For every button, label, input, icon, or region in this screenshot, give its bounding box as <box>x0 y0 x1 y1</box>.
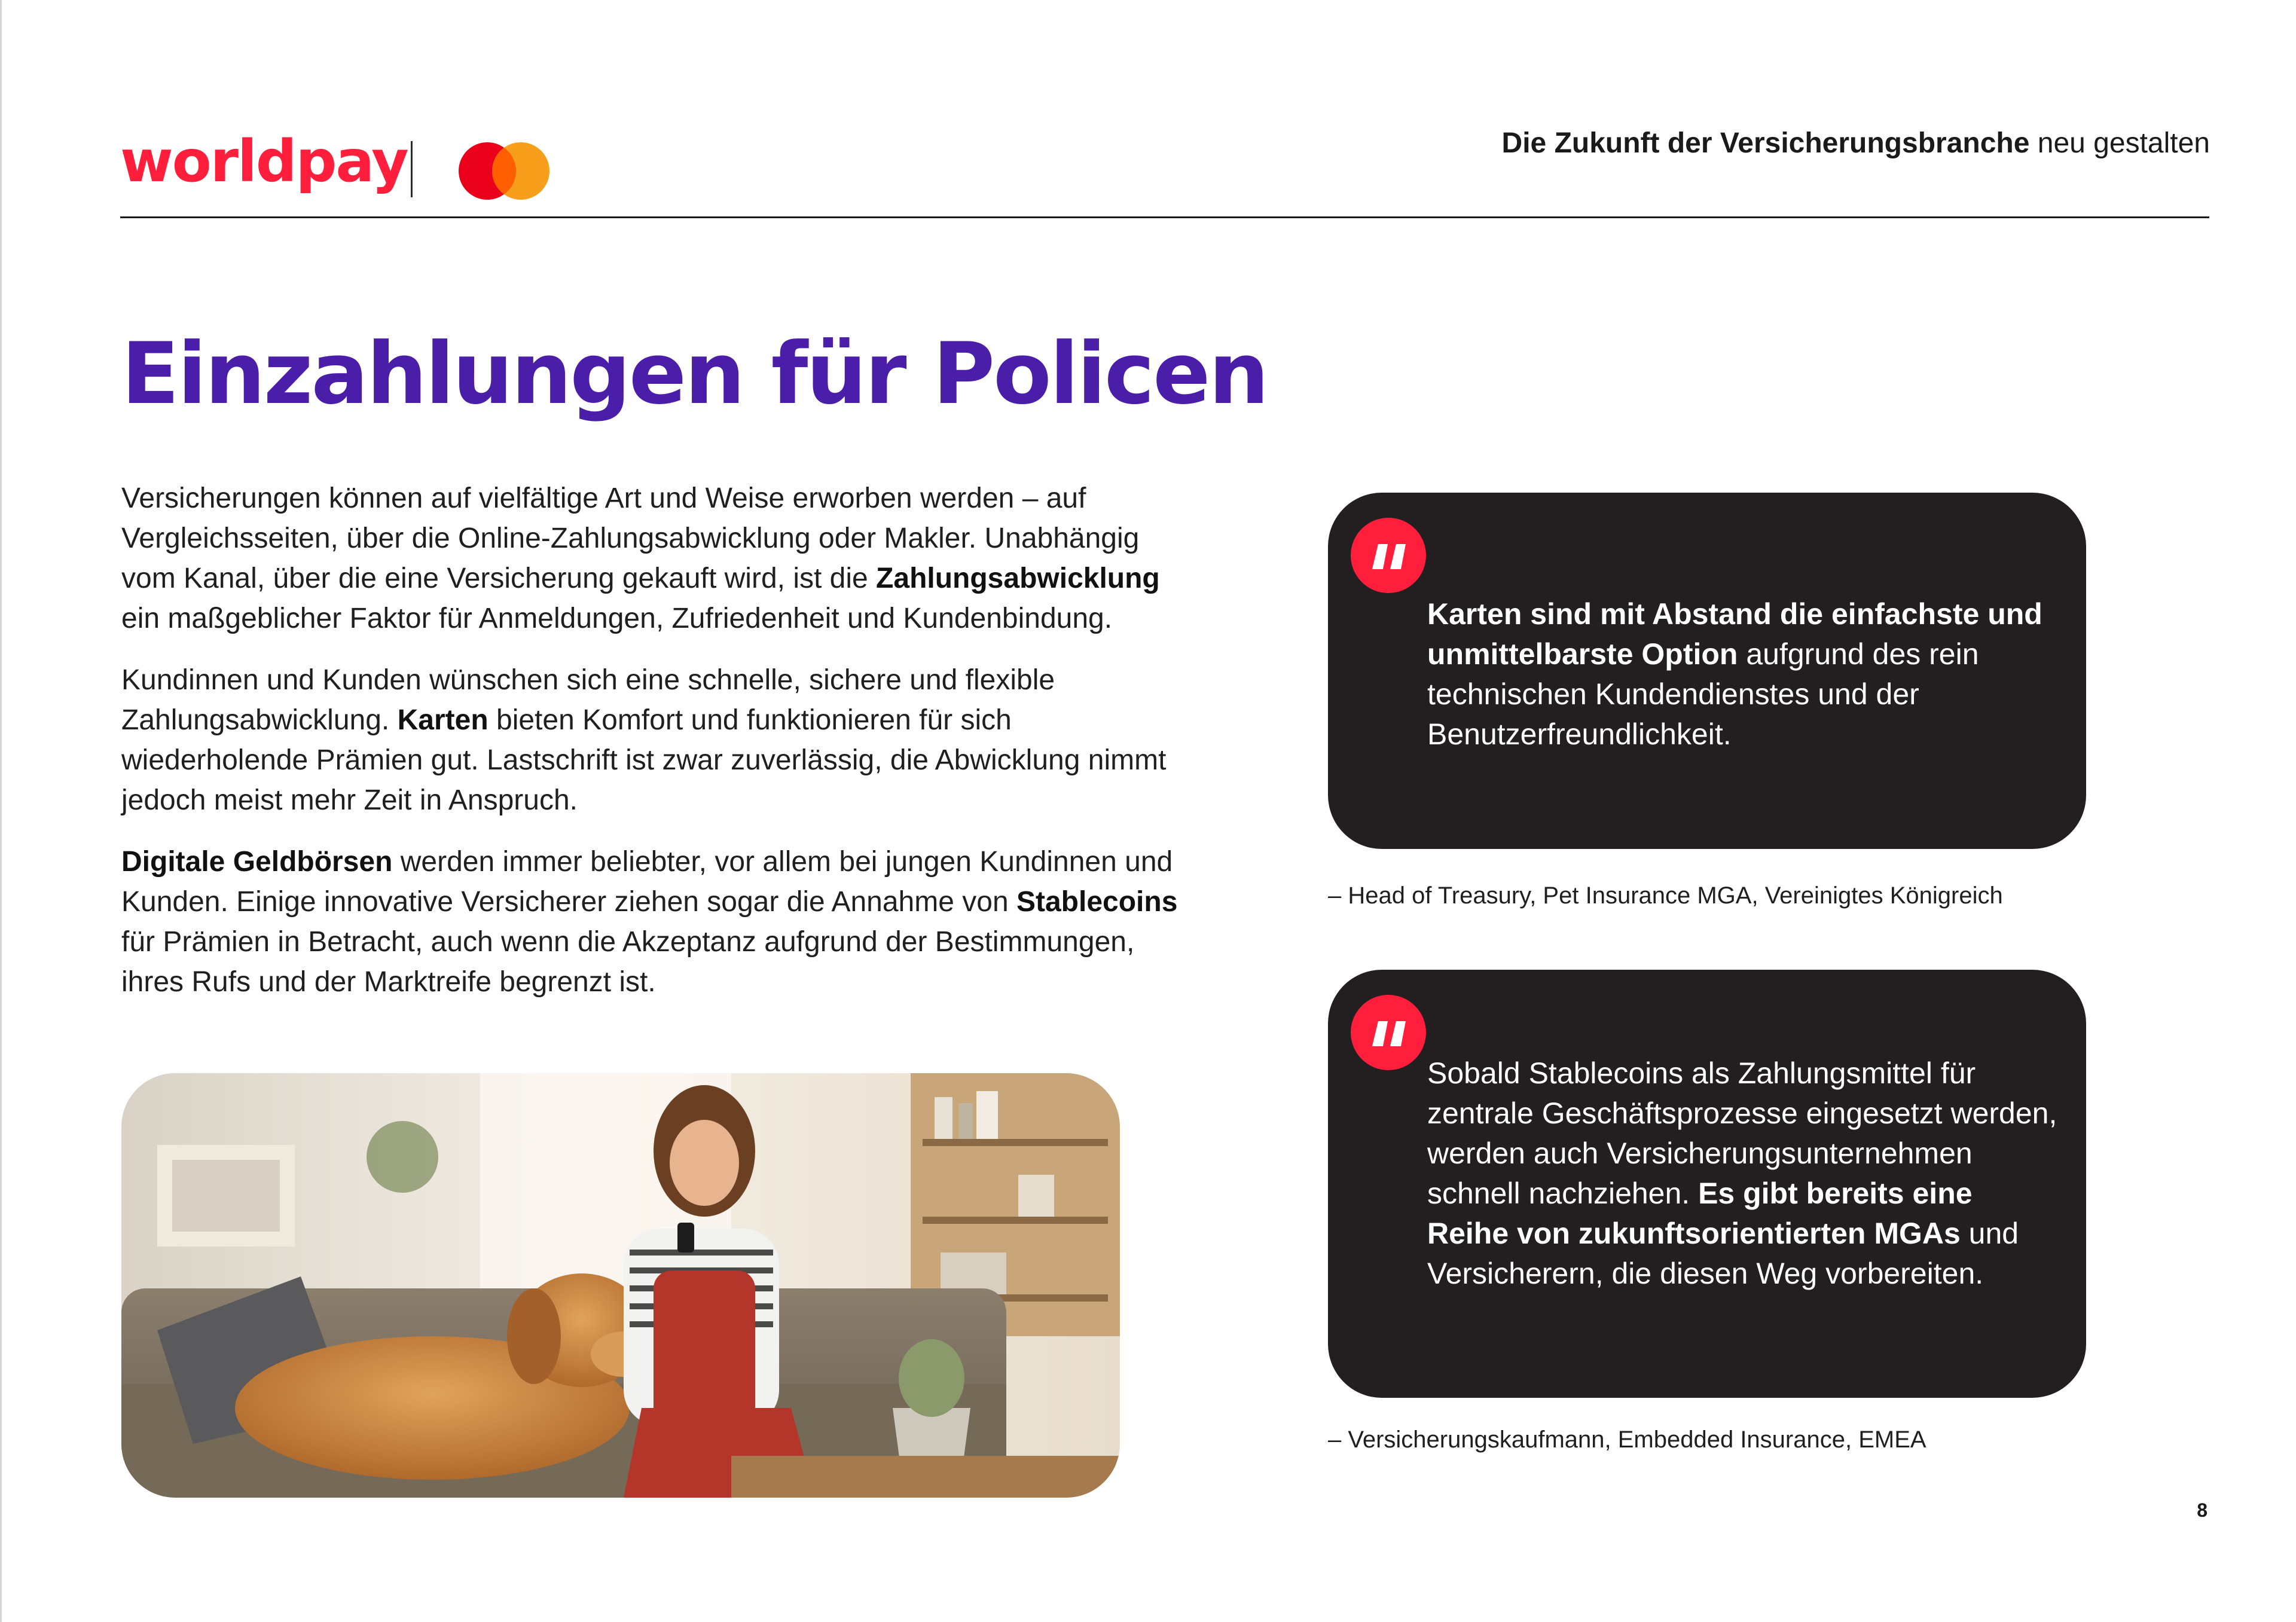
quote-2-bold: Es gibt bereits eine Reihe von zukunftsorientierten MGAs <box>1427 1177 1973 1250</box>
paragraph-2-text-a: Kundinnen und Kunden wünschen sich eine schnelle, sichere und flexible Zahlungsabwicklung. <box>121 664 1055 736</box>
paragraph-1 <box>121 478 1198 639</box>
paragraph-1-bold: Zahlungsabwicklung <box>876 563 1160 594</box>
quote-mark-icon <box>1351 995 1426 1070</box>
paragraph-2-text-b: bieten Komfort und funktionieren für sich wiederholende Prämien gut. Lastschrift ist zwar zuverlässig, die Abwicklung nimmt jedoch meist mehr Zeit in Anspruch. <box>121 704 1167 816</box>
paragraph-3-text-b: für Prämien in Betracht, auch wenn die Akzeptanz aufgrund der Bestimmungen, ihres Rufs und der Marktreife begrenzt ist. <box>121 926 1135 998</box>
quote-card-2 <box>1328 970 2086 1398</box>
lifestyle-photo <box>121 1073 1120 1498</box>
quote-attribution-1: – Head of Treasury, Pet Insurance MGA, Vereinigtes Königreich <box>1328 882 2003 909</box>
quote-1-text: aufgrund des rein technischen Kundendienstes und der Benutzerfreundlichkeit. <box>1427 637 1979 751</box>
quote-attribution-2: – Versicherungskaufmann, Embedded Insurance, EMEA <box>1328 1426 1926 1453</box>
quote-1-bold: Karten sind mit Abstand die einfachste und unmittelbarste Option <box>1427 597 2042 671</box>
page-title: Einzahlungen für Policen <box>121 325 1268 423</box>
quote-text-2 <box>1427 1053 2061 1294</box>
quote-2-text-a: Sobald Stablecoins als Zahlungsmittel für zentrale Geschäftsprozesse eingesetzt werden, werden auch Versicherungsunternehmen schnell nachziehen. <box>1427 1056 2057 1210</box>
header-title-regular: neu gestalten <box>2029 127 2210 159</box>
quote-text-1 <box>1427 594 2061 755</box>
header-title <box>1502 127 2210 160</box>
paragraph-1-text-a: Versicherungen können auf vielfältige Art und Weise erworben werden – auf Vergleichsseiten, über die Online-Zahlungsabwicklung oder Makler. Unabhängig vom Kanal, über die eine Versicherung gekauft wird, ist die <box>121 482 1140 594</box>
paragraph-1-text-b: ein maßgeblicher Faktor für Anmeldungen, Zufriedenheit und Kundenbindung. <box>121 603 1113 634</box>
header-title-bold: Die Zukunft der Versicherungsbranche <box>1501 127 2030 159</box>
body-text <box>121 478 1198 1024</box>
paragraph-2 <box>121 660 1198 820</box>
logo-divider <box>411 141 413 197</box>
quote-2-text-b: und Versicherern, die diesen Weg vorbereiten. <box>1427 1217 2019 1290</box>
paragraph-2-bold: Karten <box>397 704 488 736</box>
mastercard-logo-icon <box>456 141 552 201</box>
paragraph-3 <box>121 842 1198 1002</box>
worldpay-logo: worldpay <box>120 128 408 195</box>
header-divider <box>120 216 2209 218</box>
paragraph-3-bold-a: Digitale Geldbörsen <box>121 846 393 878</box>
quote-card-1 <box>1328 493 2086 849</box>
photo-illustration <box>121 1073 1120 1498</box>
quote-mark-icon <box>1351 518 1426 593</box>
paragraph-3-text-a: werden immer beliebter, vor allem bei jungen Kundinnen und Kunden. Einige innovative Versicherer ziehen sogar die Annahme von <box>121 846 1173 918</box>
paragraph-3-bold-b: Stablecoins <box>1016 886 1178 918</box>
page-number: 8 <box>2197 1499 2208 1521</box>
